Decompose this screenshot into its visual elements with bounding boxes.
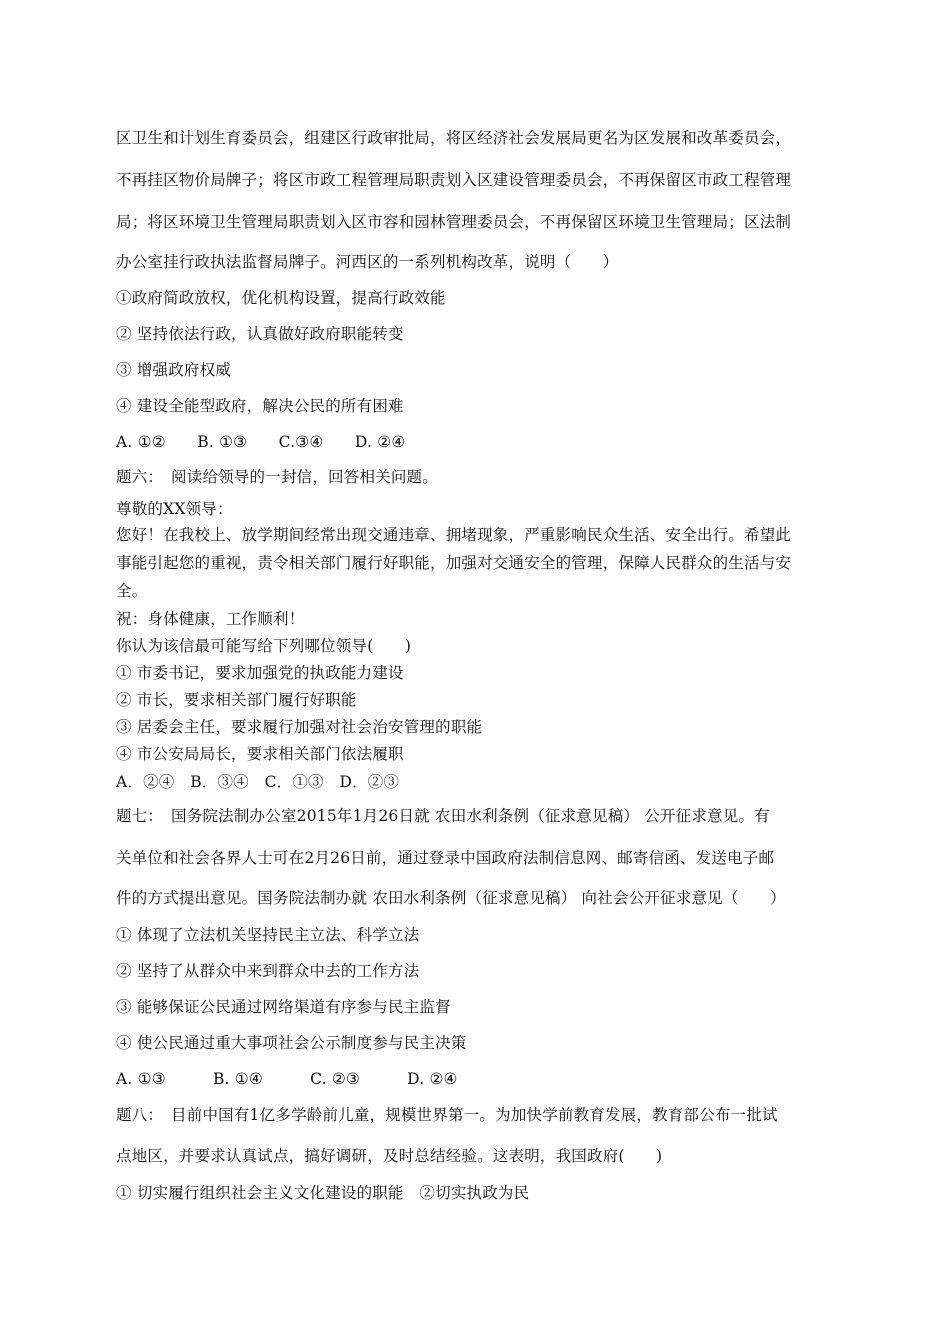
option-line: ① 体现了立法机关坚持民主立法、科学立法 [116, 926, 420, 944]
question-heading: 题七： 国务院法制办公室2015年1月26日就 农田水利条例（征求意见稿） 公开征求意见。有 [116, 807, 770, 825]
text-line: 不再挂区物价局牌子；将区市政工程管理局职责划入区建设管理委员会，不再保留区市政工程管理 [116, 171, 792, 189]
option-line: ①政府简政放权，优化机构设置，提高行政效能 [116, 289, 446, 307]
question-line: 你认为该信最可能写给下列哪位领导( ) [116, 637, 412, 655]
text-line: 局；将区环境卫生管理局职责划入区市容和园林管理委员会，不再保留区环境卫生管理局；区法制 [116, 213, 792, 231]
option-line: ① 市委书记，要求加强党的执政能力建设 [116, 664, 404, 682]
question-heading: 题六： 阅读给领导的一封信，回答相关问题。 [116, 468, 438, 486]
option-line: ③ 能够保证公民通过网络渠道有序参与民主监督 [116, 998, 451, 1016]
option-line: ② 坚持了从群众中来到群众中去的工作方法 [116, 962, 420, 980]
letter-closing: 祝：身体健康，工作顺利！ [116, 610, 305, 628]
option-line: ③ 居委会主任，要求履行加强对社会治安管理的职能 [116, 718, 483, 736]
answer-choices: A. ①③ B. ①④ C. ②③ D. ②④ [116, 1070, 458, 1088]
answer-choices: A．②④ B．③④ C．①③ D．②③ [116, 773, 400, 791]
answer-choices: A. ①② B. ①③ C.③④ D. ②④ [116, 433, 406, 451]
letter-body-line: 事能引起您的重视，责令相关部门履行好职能，加强对交通安全的管理，保障人民群众的生活与安 [116, 554, 792, 572]
question-line: 关单位和社会各界人士可在2月26日前，通过登录中国政府法制信息网、邮寄信函、发送电子邮 [116, 849, 775, 867]
text-line: 办公室挂行政执法监督局牌子。河西区的一系列机构改革，说明（ ） [116, 253, 619, 271]
question-line: 件的方式提出意见。国务院法制办就 农田水利条例（征求意见稿） 向社会公开征求意见（ ） [116, 889, 786, 907]
option-line: ③ 增强政府权威 [116, 361, 232, 379]
option-line: ② 市长，要求相关部门履行好职能 [116, 691, 357, 709]
letter-salutation: 尊敬的XX领导： [116, 500, 233, 518]
question-line: 点地区，并要求认真试点，搞好调研，及时总结经验。这表明，我国政府( ) [116, 1147, 663, 1165]
option-line: ① 切实履行组织社会主义文化建设的职能 ②切实执政为民 [116, 1184, 530, 1202]
option-line: ④ 使公民通过重大事项社会公示制度参与民主决策 [116, 1034, 467, 1052]
letter-body-line: 全。 [116, 582, 148, 600]
option-line: ④ 建设全能型政府，解决公民的所有困难 [116, 397, 404, 415]
question-heading: 题八： 目前中国有1亿多学龄前儿童，规模世界第一。为加快学前教育发展，教育部公布一批试 [116, 1106, 778, 1124]
text-line: 区卫生和计划生育委员会，组建区行政审批局，将区经济社会发展局更名为区发展和改革委员会， [116, 129, 792, 147]
option-line: ④ 市公安局局长，要求相关部门依法履职 [116, 745, 404, 763]
letter-body-line: 您好！在我校上、放学期间经常出现交通违章、拥堵现象，严重影响民众生活、安全出行。希望此 [116, 526, 792, 544]
option-line: ② 坚持依法行政，认真做好政府职能转变 [116, 325, 404, 343]
